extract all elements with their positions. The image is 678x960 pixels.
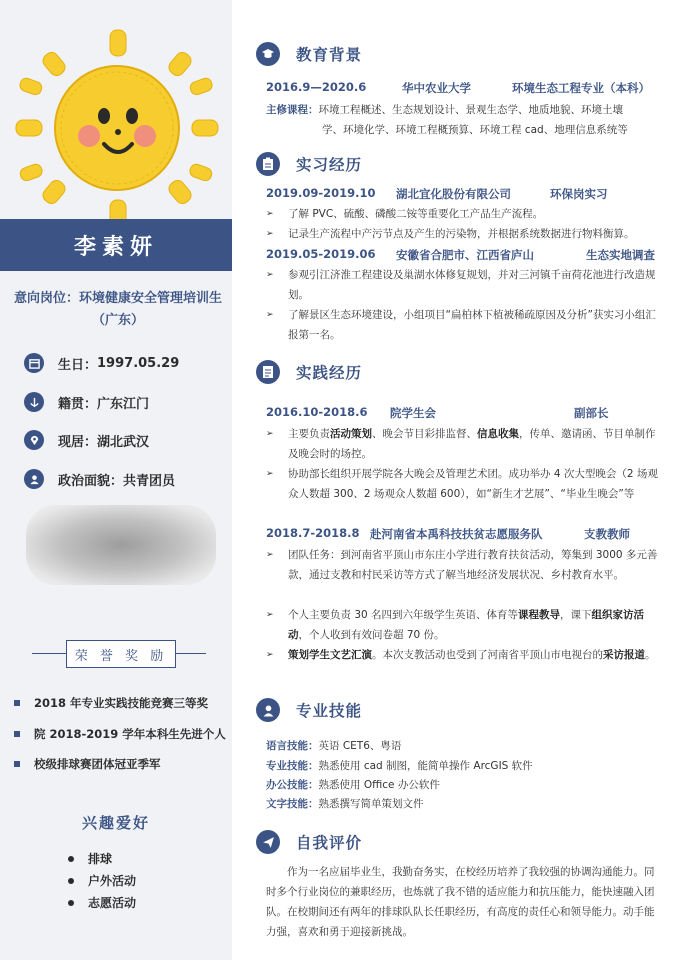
calendar-icon — [24, 353, 44, 373]
sun-avatar-icon — [14, 28, 219, 228]
square-bullet-icon — [14, 731, 20, 737]
anchor-icon — [24, 392, 44, 412]
section-title: 实习经历 — [296, 156, 363, 174]
section-skills — [256, 698, 362, 722]
arrow-bullet-icon: ➢ — [266, 229, 274, 239]
section-title: 实践经历 — [296, 364, 363, 382]
section-title: 自我评价 — [296, 834, 363, 852]
bullet-item: ➢ 策划学生文艺汇演。本次支教活动也受到了河南省平顶山市电视台的采访报道。 — [264, 645, 662, 665]
internship-row: 2019.05-2019.06 安徽省合肥市、江西省庐山 生态实地调查 — [266, 247, 655, 262]
section-title: 专业技能 — [296, 702, 363, 720]
hobby-item: 志愿活动 — [68, 894, 136, 911]
sidebar — [0, 0, 232, 960]
notepad-icon — [256, 360, 280, 384]
dot-bullet-icon — [68, 878, 74, 884]
honor-item: 院 2018-2019 学年本科生先进个人 — [14, 726, 230, 742]
info-political: 政治面貌： 共青团员 — [24, 468, 224, 490]
job-intent: 意向岗位：环境健康安全管理培训生（广东） — [13, 291, 222, 328]
arrow-bullet-icon: ➢ — [266, 429, 274, 439]
practice-row: 2018.7-2018.8 赴河南省本禹科技扶贫志愿服务队 支教教师 — [266, 526, 630, 541]
hobby-item: 户外活动 — [68, 872, 136, 889]
bullet-item: ➢ 参观引江济淮工程建设及巢湖水体修复规划，并对三河镇千亩荷花池进行改造规划。 — [264, 265, 662, 305]
arrow-bullet-icon: ➢ — [266, 270, 274, 280]
section-evaluation — [256, 830, 362, 854]
honor-item: 2018 年专业实践技能竞赛三等奖 — [14, 695, 230, 711]
practice-row: 2016.10-2018.6 院学生会 副部长 — [266, 405, 609, 420]
section-education — [256, 42, 362, 66]
bullet-item: ➢ 协助部长组织开展学院各大晚会及管理艺术团。成功举办 4 次大型晚会（2 场观众人数超 300、2 场观众人数超 600），如“新生才艺展”、“毕业生晚会”等 — [264, 464, 662, 504]
bullet-item: ➢ 团队任务：到河南省平顶山市东庄小学进行教育扶贫活动，筹集到 3000 多元善款，通过支教和村民采访等方式了解当地经济发展状况、乡村教育水平。 — [264, 545, 662, 585]
courses: 主修课程：环境工程概述、生态规划设计、景观生态学、地质地貌、环境土壤 学、环境化学、环境工程概预算、环境工程 cad、地理信息系统等 — [266, 104, 628, 136]
skill-item: 办公技能：熟悉使用 Office 办公软件 — [266, 779, 440, 791]
bullet-item: ➢ 记录生产流程中产污节点及产生的污染物，并根据系统数据进行物料衡算。 — [264, 224, 662, 244]
info-residence: 现居： 湖北武汉 — [24, 429, 224, 451]
bullet-item: ➢ 主要负责活动策划、晚会节目彩排监督、信息收集，传单、邀请函、节目单制作及晚会时的场控。 — [264, 424, 662, 464]
hobby-item: 排球 — [68, 850, 112, 867]
internship-row: 2019.09-2019.10 湖北宜化股份有限公司 环保岗实习 — [266, 186, 608, 201]
skill-item: 文字技能：熟悉撰写简单策划文件 — [266, 798, 424, 810]
bullet-item: ➢ 个人主要负责 30 名四到六年级学生英语、体育等课程教导，课下组织家访活动，个人收到有效问卷超 70 份。 — [264, 605, 662, 645]
square-bullet-icon — [14, 761, 20, 767]
square-bullet-icon — [14, 700, 20, 706]
arrow-bullet-icon: ➢ — [266, 610, 274, 620]
paper-plane-icon — [256, 830, 280, 854]
arrow-bullet-icon: ➢ — [266, 550, 274, 560]
arrow-bullet-icon: ➢ — [266, 469, 274, 479]
bullet-item: ➢ 了解景区生态环境建设，小组项目“扁柏林下植被稀疏原因及分析”获实习小组汇报第一名。 — [264, 305, 662, 345]
dot-bullet-icon — [68, 856, 74, 862]
person-badge-icon — [24, 469, 44, 489]
evaluation-text: 作为一名应届毕业生，我勤奋务实，在校经历培养了我较强的协调沟通能力。同时多个行业岗位的兼职经历，也炼就了我不错的适应能力和抗压能力，能快速融入团队。在校期间还有两年的排球队队长任职经历，有高度的责任心和领导能力。动手能力强，喜欢和勇于迎接新挑战。 — [266, 866, 655, 938]
arrow-bullet-icon: ➢ — [266, 650, 274, 660]
clipboard-icon — [256, 152, 280, 176]
education-row: 2016.9—2020.6 华中农业大学 环境生态工程专业（本科） — [266, 80, 650, 95]
info-hometown: 籍贯： 广东江门 — [24, 391, 224, 413]
skill-item: 专业技能：熟悉使用 cad 制图，能简单操作 ArcGIS 软件 — [266, 760, 533, 772]
skill-item: 语言技能：英语 CET6、粤语 — [266, 740, 402, 752]
user-icon — [256, 698, 280, 722]
location-pin-icon — [24, 430, 44, 450]
section-title: 教育背景 — [296, 46, 363, 64]
dot-bullet-icon — [68, 900, 74, 906]
section-practice — [256, 360, 362, 384]
info-birthday: 生日： 1997.05.29 — [24, 352, 224, 374]
redacted-contact-area — [26, 505, 216, 585]
hobbies-title: 兴趣爱好 — [81, 814, 150, 832]
honors-title: 荣 誉 奖 励 — [66, 640, 176, 668]
graduation-cap-icon — [256, 42, 280, 66]
arrow-bullet-icon: ➢ — [266, 310, 274, 320]
arrow-bullet-icon: ➢ — [266, 209, 274, 219]
bullet-item: ➢ 了解 PVC、硫酸、磷酸二铵等重要化工产品生产流程。 — [264, 204, 662, 224]
main-content — [250, 0, 670, 960]
section-internship — [256, 152, 362, 176]
honor-item: 校级排球赛团体冠亚季军 — [14, 756, 230, 772]
name-banner: 李素妍 — [0, 219, 232, 271]
